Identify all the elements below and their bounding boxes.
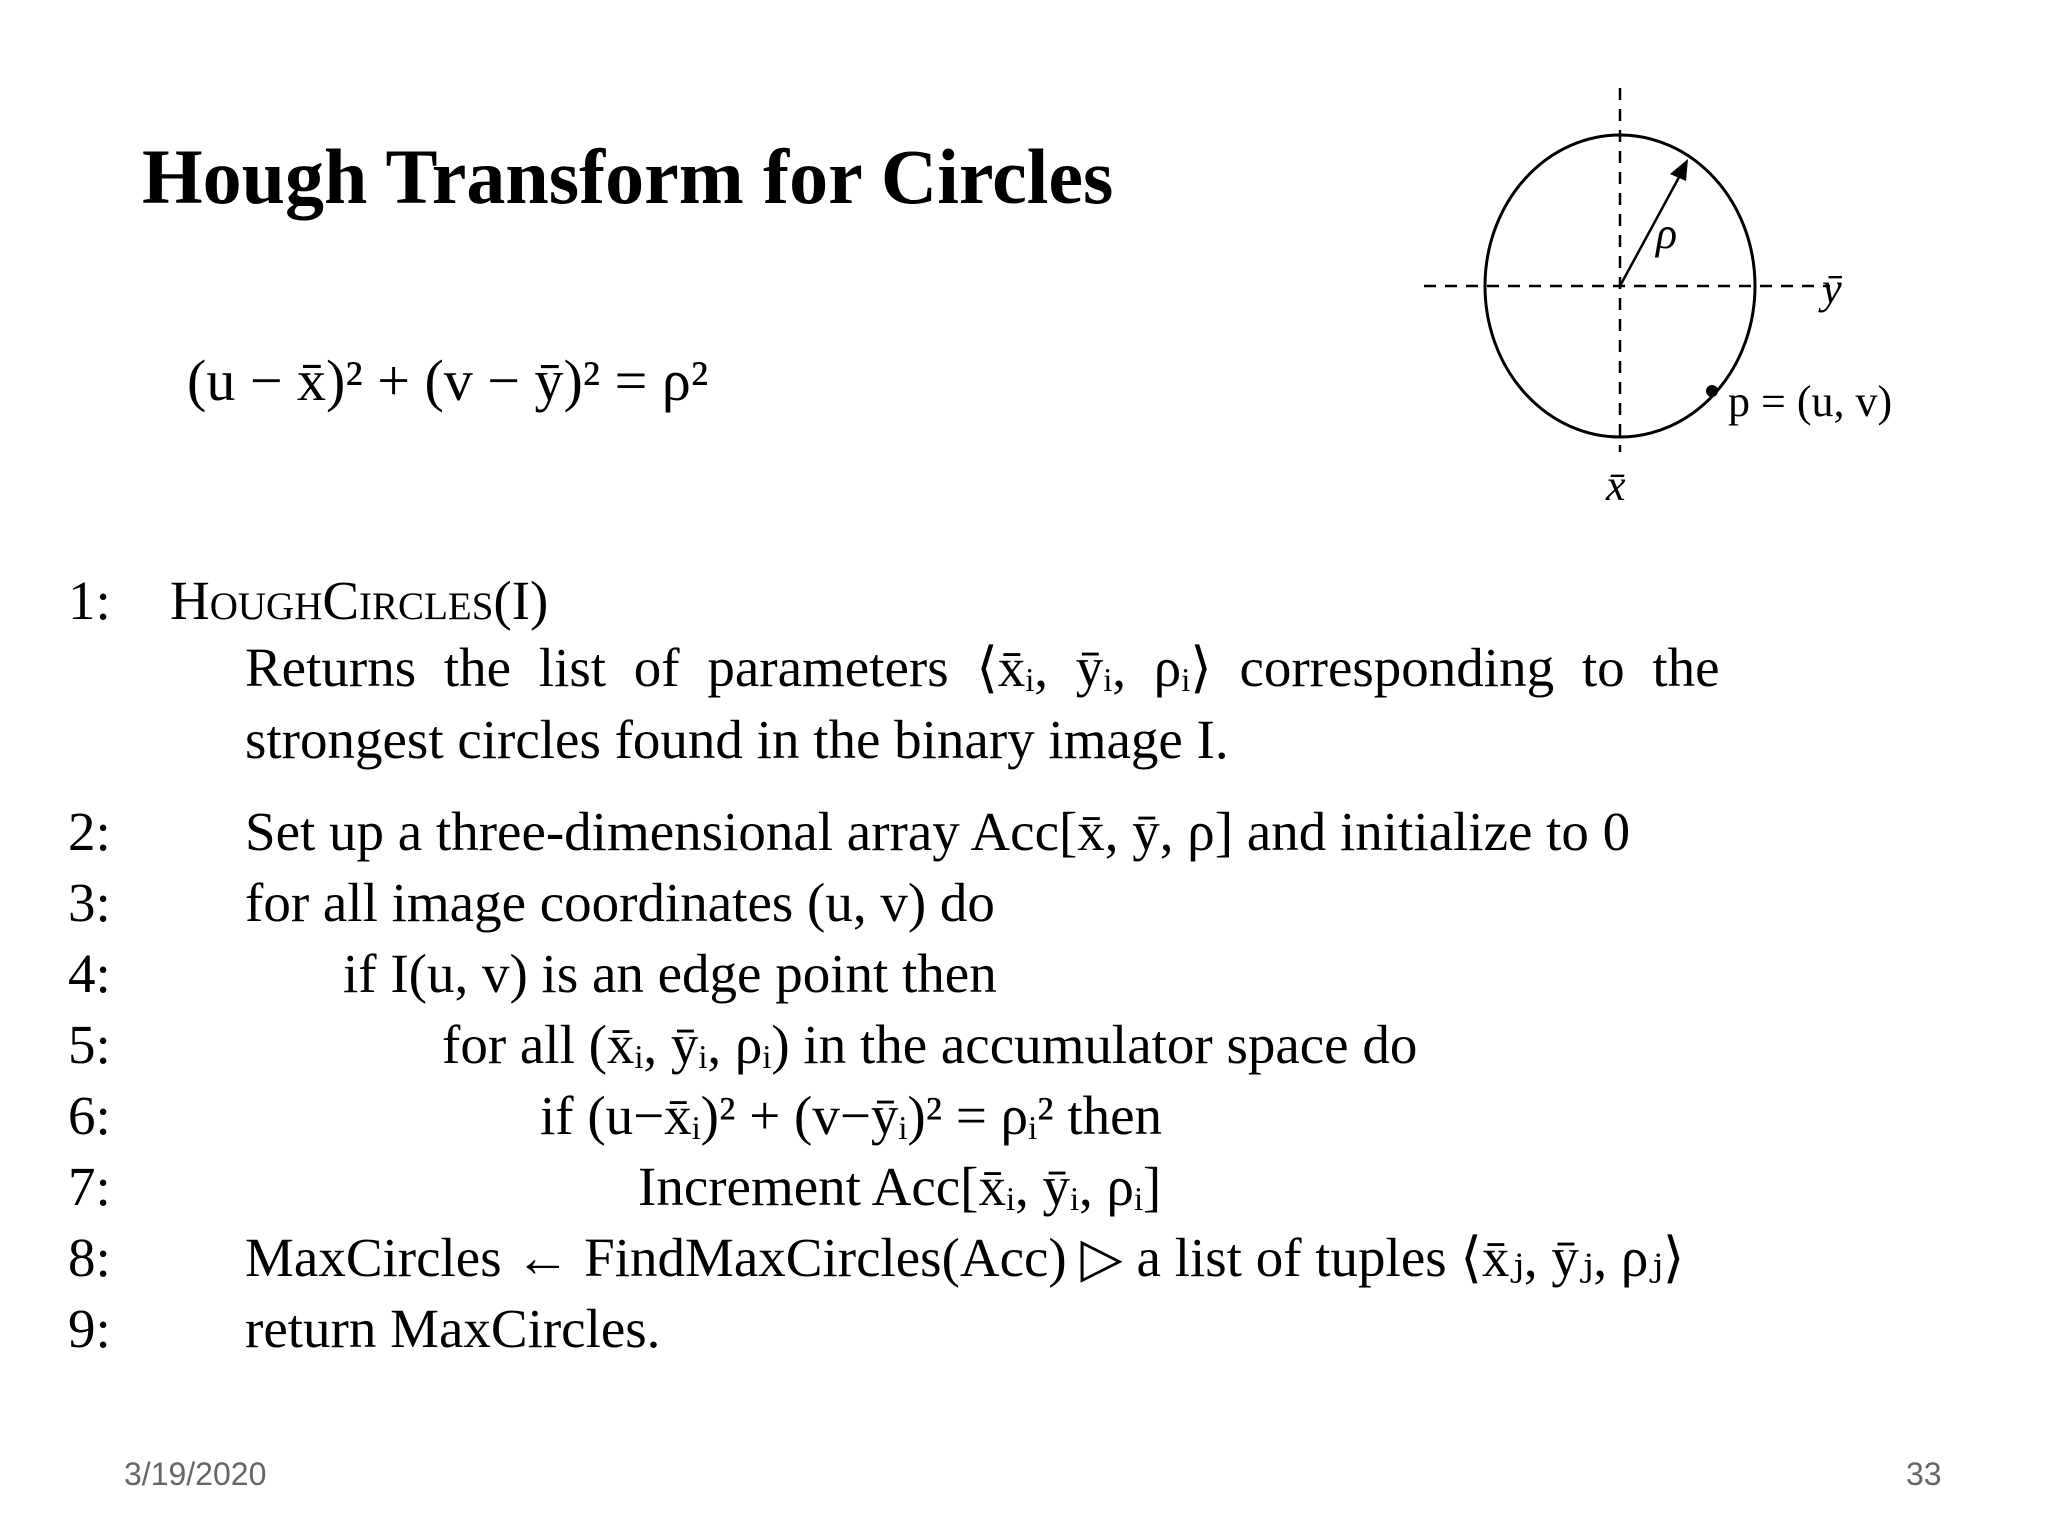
footer-date: 3/19/2020 (124, 1456, 267, 1492)
rho-label: ρ (1656, 209, 1678, 258)
point-label: p = (u, v) (1728, 377, 1893, 426)
circle-diagram (1400, 80, 1960, 540)
algorithm-line: for all image coordinates (u, v) do (245, 872, 995, 933)
line-number: 7: (68, 1156, 111, 1217)
line-number: 6: (68, 1085, 111, 1146)
algorithm-line: for all (x̄ᵢ, ȳᵢ, ρᵢ) in the accumulator space do (442, 1014, 1418, 1075)
algorithm-line: Increment Acc[x̄ᵢ, ȳᵢ, ρᵢ] (638, 1156, 1162, 1217)
line-number: 1: (68, 570, 111, 631)
algorithm-line: Returns the list of parameters ⟨x̄ᵢ, ȳᵢ, ρᵢ⟩ corresponding to the (245, 637, 1720, 698)
circle-equation: (u − x̄)² + (v − ȳ)² = ρ² (187, 348, 709, 413)
point-p (1706, 385, 1718, 397)
ybar-label: ȳ (1822, 264, 1842, 313)
algorithm-line: return MaxCircles. (245, 1298, 661, 1359)
xbar-label: x̄ (1606, 461, 1626, 510)
algorithm-line: HoughCircles(I) (170, 570, 549, 631)
line-number: 9: (68, 1298, 111, 1359)
line-number: 3: (68, 872, 111, 933)
algorithm-line: MaxCircles ← FindMaxCircles(Acc) ▷ a list of tuples ⟨x̄ⱼ, ȳⱼ, ρⱼ⟩ (245, 1227, 1685, 1288)
line-number: 5: (68, 1014, 111, 1075)
line-number: 4: (68, 943, 111, 1004)
slide-title: Hough Transform for Circles (142, 133, 1114, 220)
arrow-head (1670, 159, 1688, 181)
algorithm-line: if (u−x̄ᵢ)² + (v−ȳᵢ)² = ρᵢ² then (540, 1085, 1163, 1146)
algorithm-line: if I(u, v) is an edge point then (343, 943, 997, 1004)
footer-page-number: 33 (1906, 1456, 1942, 1492)
algorithm-line: Set up a three-dimensional array Acc[x̄, ȳ, ρ] and initialize to 0 (245, 801, 1631, 862)
line-number: 2: (68, 801, 111, 862)
line-number: 8: (68, 1227, 111, 1288)
algorithm-line: strongest circles found in the binary image I. (245, 709, 1229, 770)
